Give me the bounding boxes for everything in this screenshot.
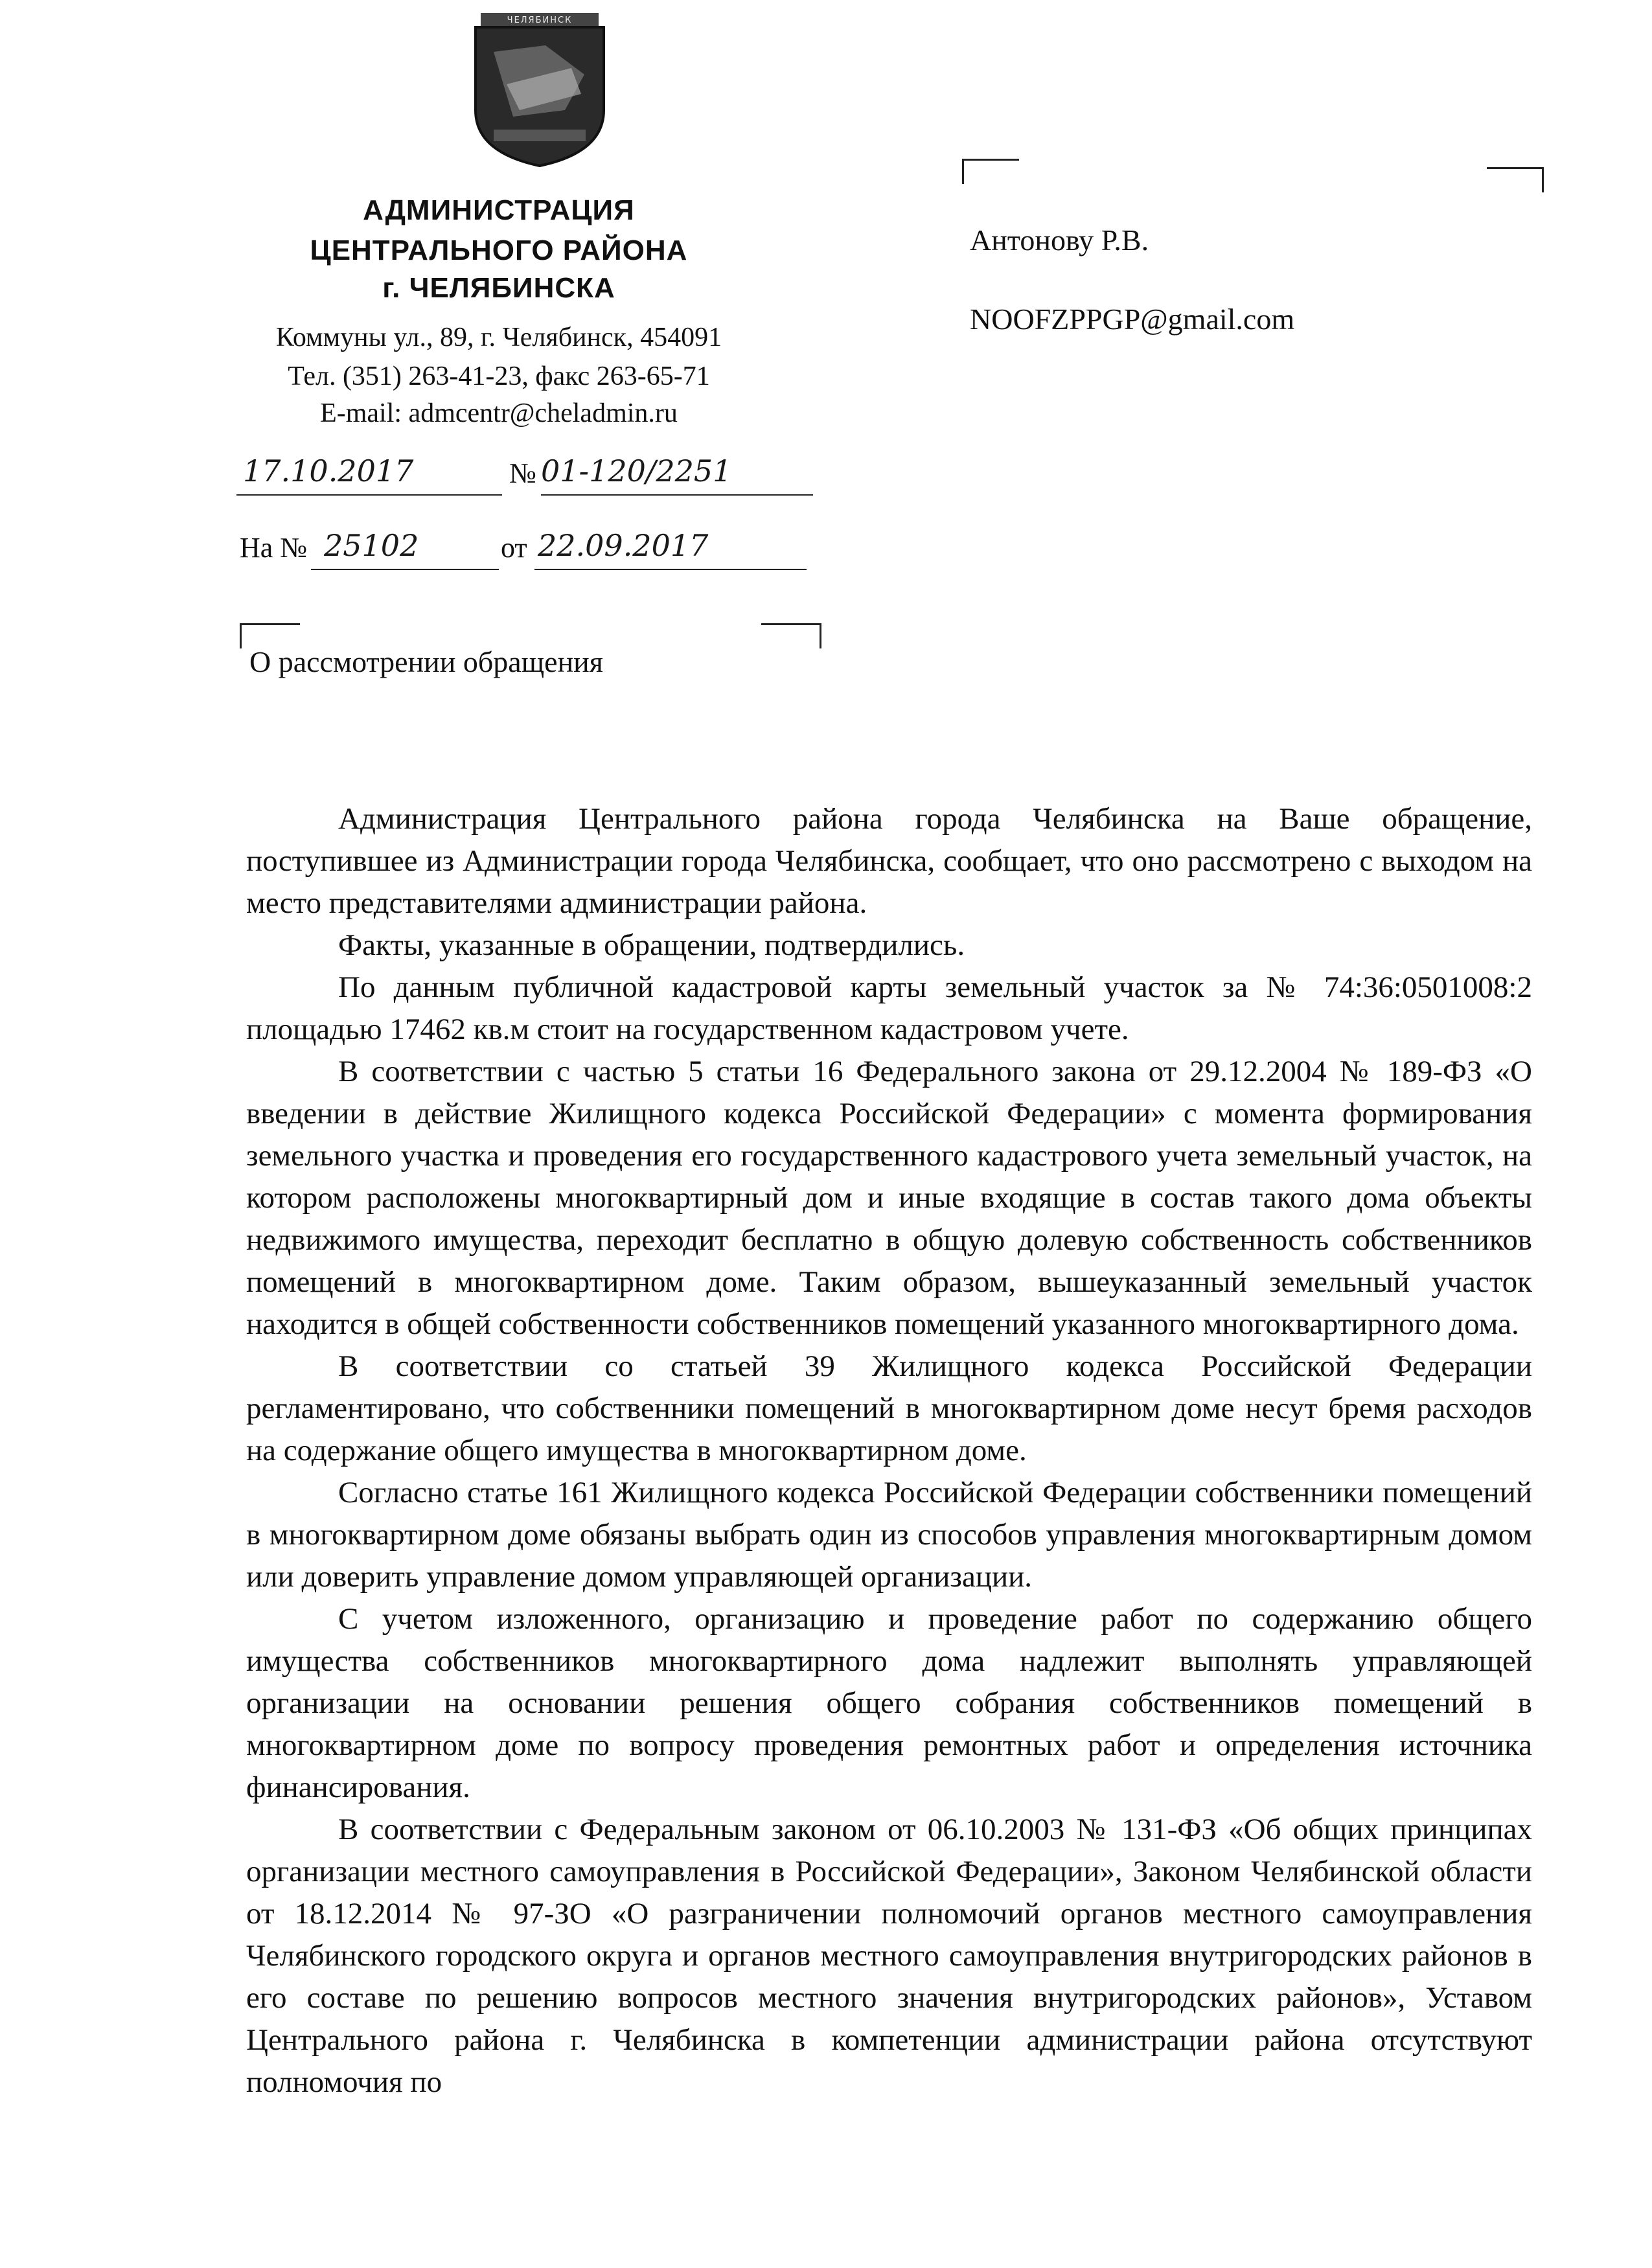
org-city: г. ЧЕЛЯБИНСКА [382, 272, 615, 304]
org-address: Коммуны ул., 89, г. Челябинск, 454091 [275, 323, 722, 352]
org-name-line-2: ЦЕНТРАЛЬНОГО РАЙОНА [310, 235, 688, 266]
body-paragraph: По данным публичной кадастровой карты земельный участок за № 74:36:0501008:2 площадью 17462 кв.м стоит на государственном кадастровом учете. [246, 970, 1532, 1046]
body-paragraph: В соответствии со статьей 39 Жилищного кодекса Российской Федерации регламентировано, что собственники помещений в многоквартирном доме несут бремя расходов на содержание общего имущества в многоквартирном доме. [246, 1349, 1532, 1467]
subject-line: О рассмотрении обращения [249, 645, 603, 678]
recipient-name: Антонову Р.В. [970, 223, 1149, 257]
org-name-line-1: АДМИНИСТРАЦИЯ [363, 194, 635, 226]
outgoing-date: 17.10.2017 [243, 453, 414, 488]
body-paragraph: В соответствии с частью 5 статьи 16 Федерального закона от 29.12.2004 № 189-ФЗ «О введении в действие Жилищного кодекса Российской Федерации» с момента формирования земельного участка и проведения его государственного кадастрового учета земельный участок, на котором расположены многоквартирный дом и иные входящие в состав такого дома объекты недвижимого имущества, переходит бесплатно в общую долевую собственность собственников помещений в многоквартирном доме. Таким образом, вышеуказанный земельный участок находится в общей собственности собственников помещений указанного многоквартирного дома. [246, 1055, 1532, 1341]
subject-corner-right [761, 623, 821, 648]
number-underline [541, 494, 813, 496]
city-emblem [468, 13, 612, 168]
body-paragraph: С учетом изложенного, организацию и проведение работ по содержанию общего имущества собственников многоквартирного дома надлежит выполнять управляющей организации на основании решения общего собрания собственников помещений в многоквартирном доме по вопросу проведения ремонтных работ и определения источника финансирования. [246, 1602, 1532, 1804]
body-paragraph: Администрация Центрального района города Челябинска на Ваше обращение, поступившее из Администрации города Челябинска, сообщает, что оно рассмотрено с выходом на место представителями администрации района. [246, 802, 1532, 920]
body-paragraph: В соответствии с Федеральным законом от 06.10.2003 № 131-ФЗ «Об общих принципах организации местного самоуправления в Российской Федерации», Законом Челябинской области от 18.12.2014 № 97-ЗО «О разграничении полномочий органов местного самоуправления Челябинского городского округа и органов местного самоуправления внутригородских районов в его составе по решению вопросов местного значения внутригородских районов», Уставом Центрального района г. Челябинска в компетенции администрации района отсутствуют полномочия по [246, 1813, 1532, 2099]
number-label: № [509, 457, 536, 489]
recipient-corner-left [962, 159, 1019, 184]
ref-from-label: от [501, 532, 527, 564]
org-email: E-mail: admcentr@cheladmin.ru [320, 398, 678, 428]
letter-body [246, 798, 1532, 2103]
emblem-crown-text: ЧЕЛЯБИНСК [507, 16, 573, 25]
ref-number-underline [311, 569, 499, 570]
body-paragraph: Факты, указанные в обращении, подтвердились. [338, 928, 965, 962]
body-paragraph: Согласно статье 161 Жилищного кодекса Российской Федерации собственники помещений в многоквартирном доме обязаны выбрать один из способов управления многоквартирным домом или доверить управление домом управляющей организации. [246, 1476, 1532, 1594]
recipient-corner-right [1487, 167, 1544, 192]
ref-date: 22.09.2017 [538, 528, 709, 563]
org-phone: Тел. (351) 263-41-23, факс 263-65-71 [288, 361, 710, 391]
ref-number: 25102 [324, 528, 419, 563]
outgoing-number: 01-120/2251 [541, 453, 732, 488]
ref-date-underline [534, 569, 807, 570]
date-underline [236, 494, 502, 496]
recipient-email: NOOFZPPGP@gmail.com [970, 303, 1295, 336]
ref-number-label: На № [240, 532, 308, 564]
